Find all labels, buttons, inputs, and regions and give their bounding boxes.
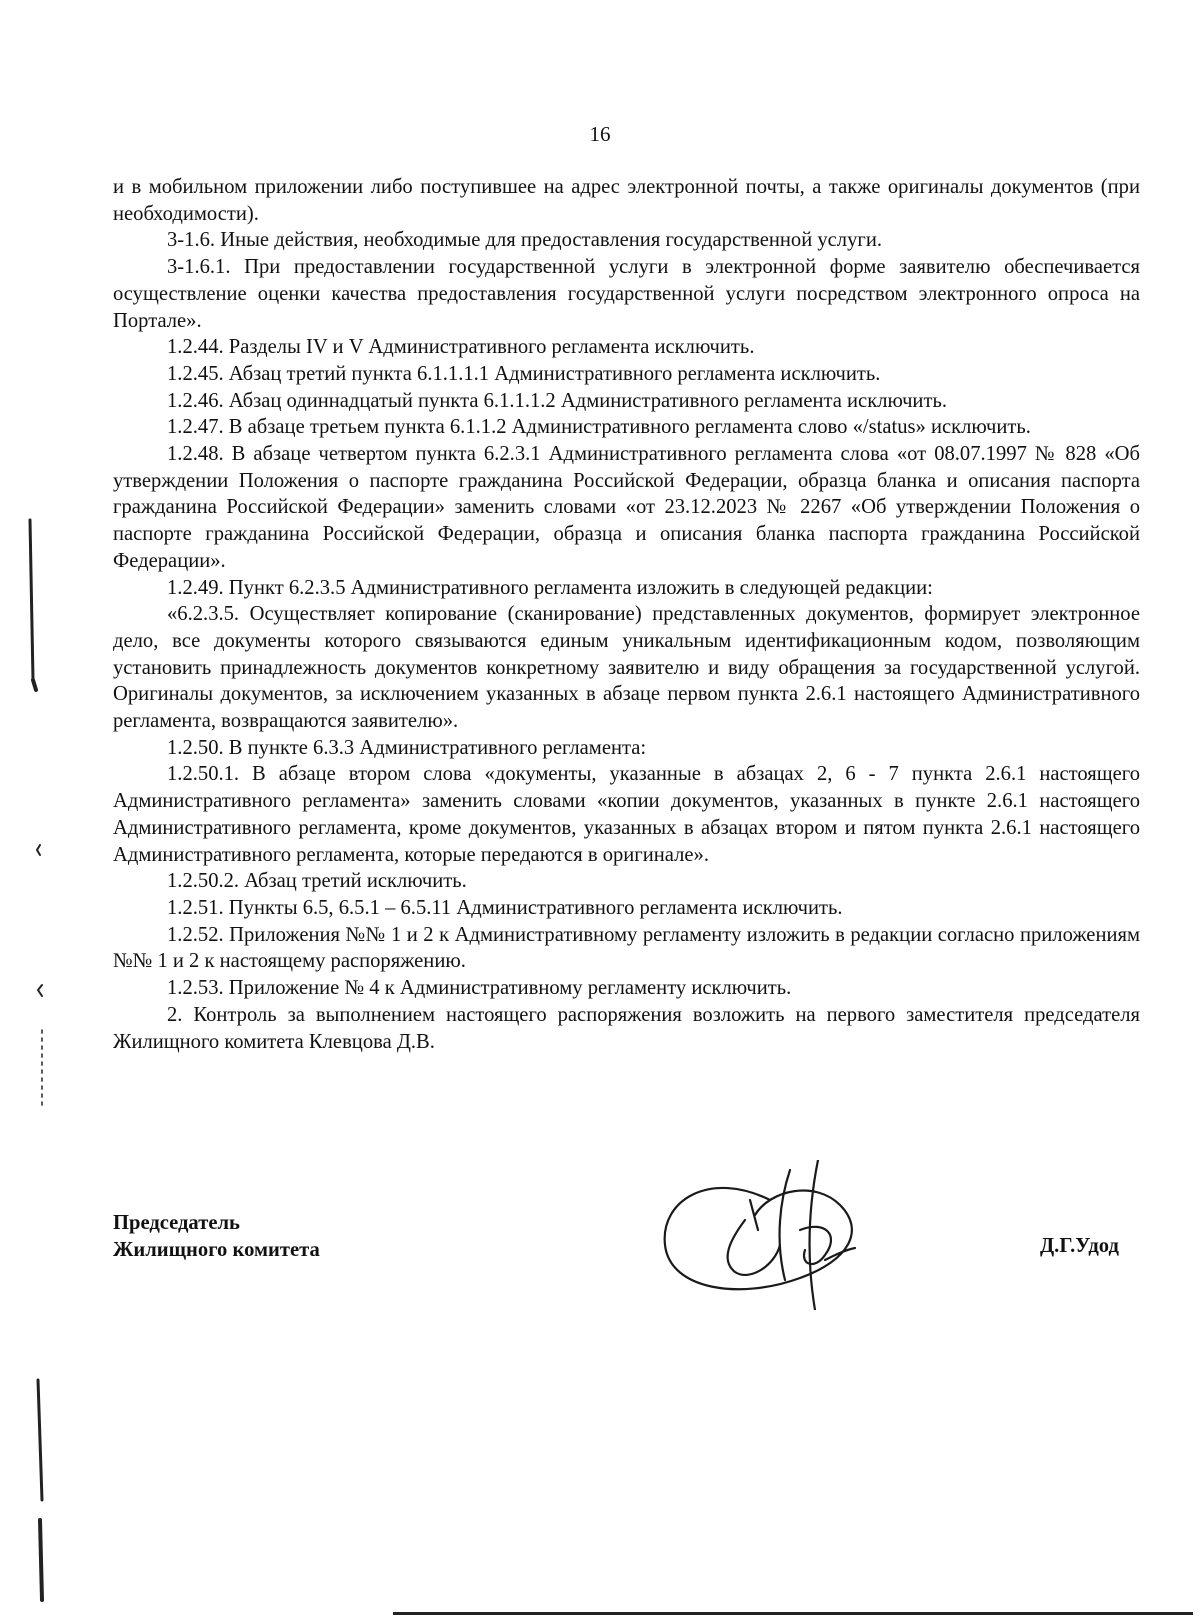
paragraph: «6.2.3.5. Осуществляет копирование (сканирование) представленных документов, формирует электронное дело, все документы которого связываются единым уникальным идентификационным кодом, позволяющим установить принадлежность документов конкретному заявителю и виду обращения за государственной услугой. Оригиналы документов, за исключением указанных в абзаце первом пункта 2.6.1 настоящего Административного регламента, возвращаются заявителю». [113, 603, 1140, 733]
paragraph: 1.2.50.1. В абзаце втором слова «документы, указанные в абзацах 2, 6 - 7 пункта 2.6.1 настоящего Административного регламента» заменить словами «копии документов, указанных в пункте 2.6.1 настоящего Административного регламента, кроме документов, указанных в абзацах втором и пятом пункта 2.6.1 настоящего Административного регламента, которые передаются в оригинале». [113, 763, 1140, 866]
paragraph: 3-1.6.1. При предоставлении государственной услуги в электронной форме заявителю обеспечивается осуществление оценки качества предоставления государственной услуги посредством электронного опроса на Портале». [113, 256, 1140, 332]
paragraph: 1.2.53. Приложение № 4 к Административному регламенту исключить. [167, 977, 792, 1000]
signatory-title [113, 1210, 320, 1264]
signatory-title-line-2: Жилищного комитета [113, 1239, 320, 1261]
paragraph: 2. Контроль за выполнением настоящего распоряжения возложить на первого заместителя председателя Жилищного комитета Клевцова Д.В. [113, 1003, 1140, 1053]
paragraph: 1.2.48. В абзаце четвертом пункта 6.2.3.1 Административного регламента слова «от 08.07.1997 № 828 «Об утверждении Положения о паспорте гражданина Российской Федерации, образца бланка и описания паспорта гражданина Российской Федерации» заменить словами «от 23.12.2023 № 2267 «Об утверждении Положения о паспорте гражданина Российской Федерации, образца и описания бланка паспорта гражданина Российской Федерации». [113, 443, 1140, 572]
paragraph: 1.2.44. Разделы IV и V Административного регламента исключить. [167, 336, 755, 359]
paragraph: 1.2.50. В пункте 6.3.3 Административного регламента: [167, 736, 647, 759]
signatory-name: Д.Г.Удод [1040, 1235, 1119, 1257]
paragraph: 1.2.50.2. Абзац третий исключить. [167, 870, 467, 893]
paragraph: 3-1.6. Иные действия, необходимые для предоставления государственной услуги. [167, 229, 882, 252]
scan-edge-marks [0, 0, 80, 1622]
bottom-rule [393, 1612, 1193, 1615]
document-body [113, 174, 1140, 1055]
paragraph: 1.2.45. Абзац третий пункта 6.1.1.1.1 Административного регламента исключить. [167, 362, 881, 385]
paragraph: 1.2.46. Абзац одиннадцатый пункта 6.1.1.1.2 Административного регламента исключить. [167, 389, 947, 412]
signatory-title-line-1: Председатель [113, 1212, 240, 1234]
paragraph: 1.2.51. Пункты 6.5, 6.5.1 – 6.5.11 Административного регламента исключить. [167, 896, 843, 919]
paragraph: 1.2.49. Пункт 6.2.3.5 Административного регламента изложить в следующей редакции: [167, 576, 933, 599]
handwritten-signature [650, 1160, 880, 1310]
paragraph: 1.2.47. В абзаце третьем пункта 6.1.1.2 Административного регламента слово «/status» исключить. [167, 416, 1031, 439]
page-number: 16 [589, 122, 611, 146]
paragraph: и в мобильном приложении либо поступившее на адрес электронной почты, а также оригиналы документов (при необходимости). [113, 176, 1140, 225]
paragraph: 1.2.52. Приложения №№ 1 и 2 к Административному регламенту изложить в редакции согласно приложениям №№ 1 и 2 к настоящему распоряжению. [113, 923, 1140, 973]
